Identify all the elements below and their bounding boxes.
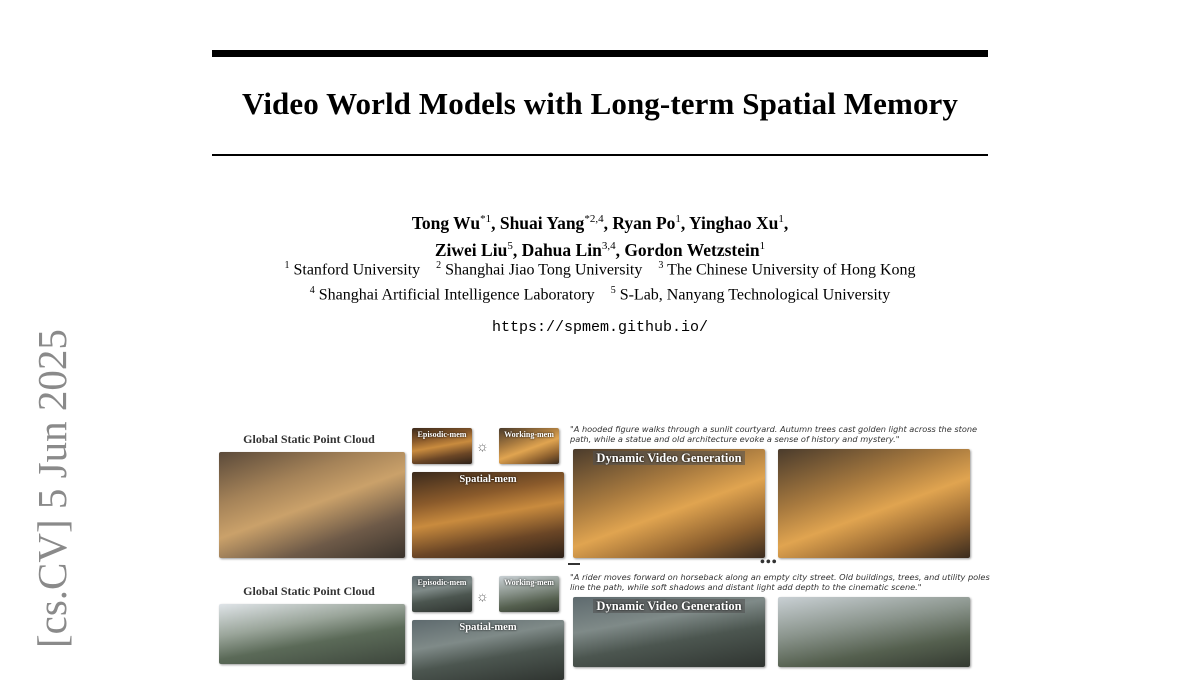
- generated-frame: [573, 597, 765, 667]
- author: Ziwei Liu$^5$: [434, 239, 513, 260]
- pointcloud-label: Global Static Point Cloud: [243, 584, 375, 598]
- prompt-caption: "A hooded figure walks through a sunlit courtyard. Autumn trees cast golden light across the stone path, while a statue and old architecture evoke a sense of history and mystery.": [570, 424, 978, 444]
- generated-frame: [778, 449, 970, 558]
- affiliation-list: [212, 255, 988, 306]
- episodic-mem-label: Episodic-mem: [417, 430, 467, 439]
- episodic-mem-label: Episodic-mem: [417, 578, 467, 587]
- title-rule-top: [212, 50, 988, 57]
- author: Tong Wu$^{*1}$: [411, 212, 492, 233]
- brain-icon: ☼: [476, 590, 489, 605]
- working-mem-panel: [499, 428, 559, 464]
- prompt-caption: "A rider moves forward on horseback along an empty city street. Old buildings, trees, and utility poles line the path, while soft shadows and distant light add depth to the cinematic scene.": [570, 572, 990, 592]
- brain-icon: ☼: [476, 440, 489, 455]
- episodic-mem-panel: [412, 428, 472, 464]
- working-mem-label: Working-mem: [504, 430, 554, 439]
- author: Shuai Yang$^{*2,4}$: [499, 212, 604, 233]
- author-list: [212, 208, 988, 262]
- video-generation-label: Dynamic Video Generation: [573, 599, 765, 614]
- pointcloud-label: Global Static Point Cloud: [243, 432, 375, 446]
- author: Dahua Lin$^{3,4}$: [521, 239, 616, 260]
- episodic-mem-panel: [412, 576, 472, 612]
- spatial-mem-panel: [412, 472, 564, 558]
- teaser-figure: [216, 420, 990, 648]
- generated-frame: [573, 449, 765, 558]
- affiliation-line-2: $^4$ Shanghai Artificial Intelligence Laboratory $^5$ S-Lab, Nanyang Technological University: [309, 285, 891, 304]
- working-mem-label: Working-mem: [504, 578, 554, 587]
- title-rule-bottom: [212, 154, 988, 156]
- author: Yinghao Xu$^1$: [689, 212, 784, 233]
- paper-title: Video World Models with Long-term Spatial Memory: [241, 86, 959, 121]
- author: Gordon Wetzstein$^1$: [624, 239, 766, 260]
- working-mem-panel: [499, 576, 559, 612]
- author-line-2: Ziwei Liu$^5$, Dahua Lin$^{3,4}$, Gordon Wetzstein$^1$: [434, 239, 766, 260]
- arxiv-stamp: [cs.CV] 5 Jun 2025: [29, 329, 75, 648]
- spatial-mem-panel: [412, 620, 564, 680]
- generated-frame: [778, 597, 970, 667]
- project-url[interactable]: https://spmem.github.io/: [491, 319, 709, 336]
- video-generation-label: Dynamic Video Generation: [573, 451, 765, 466]
- arrow-icon: [568, 563, 580, 565]
- spatial-mem-label: Spatial-mem: [459, 622, 517, 633]
- pointcloud-image: [219, 604, 405, 664]
- author: Ryan Po$^1$: [612, 212, 681, 233]
- pointcloud-image: [219, 452, 405, 558]
- spatial-mem-label: Spatial-mem: [459, 474, 517, 485]
- affiliation-line-1: $^1$ Stanford University $^2$ Shanghai Jiao Tong University $^3$ The Chinese University of Hong Kong: [284, 260, 916, 279]
- ellipsis-separator: •••: [760, 555, 778, 570]
- author-line-1: Tong Wu$^{*1}$, Shuai Yang$^{*2,4}$, Ryan Po$^1$, Yinghao Xu$^1$,: [411, 212, 789, 233]
